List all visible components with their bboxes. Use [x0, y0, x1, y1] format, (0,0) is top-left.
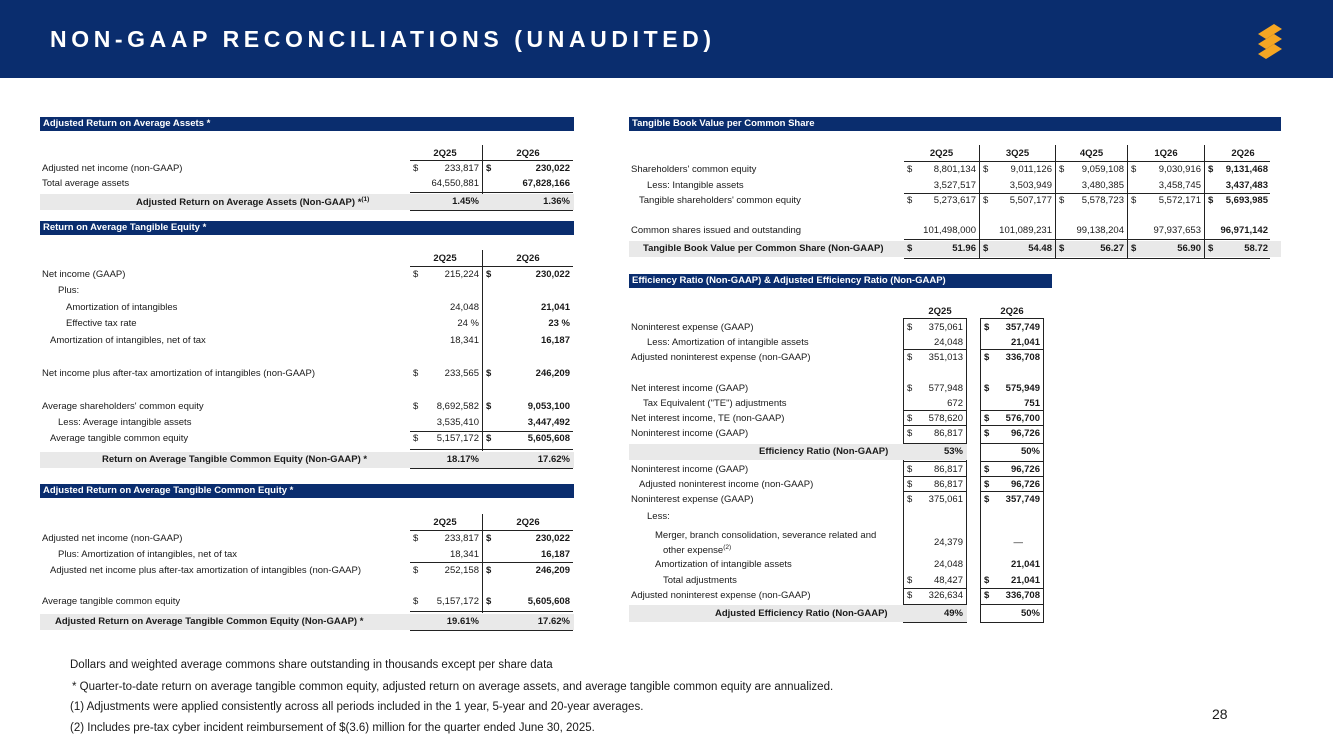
page-title: NON-GAAP RECONCILIATIONS (UNAUDITED) [50, 26, 716, 52]
tbv-table [629, 117, 1281, 262]
table-row: Net income plus after-tax amortization of intangibles (non-GAAP) $ 233,565 $ 246,209 [42, 368, 570, 379]
table-row: Less: Average intangible assets 3,535,410 3,447,492 [58, 417, 570, 428]
arote-table [40, 484, 574, 634]
table-row: Amortization of intangible assets 24,048 21,041 [655, 559, 1040, 570]
table-row: Adjusted net income (non-GAAP) $ 233,817 $ 230,022 [42, 533, 570, 544]
total-row: Adjusted Return on Average Tangible Common Equity (Non-GAAP) * 19.61% 17.62% [55, 616, 570, 627]
rote-col-2: 2Q26 [516, 253, 540, 264]
total-row: Tangible Book Value per Common Share (Non-GAAP) $ 51.96 $ 54.48 $ 56.27 $ 56.90 $ 58.72 [643, 243, 1268, 254]
rote-title: Return on Average Tangible Equity * [40, 221, 574, 235]
roaa-col-2: 2Q26 [516, 148, 540, 159]
table-row: Plus: Amortization of intangibles, net of tax 18,341 16,187 [58, 549, 570, 560]
arote-title: Adjusted Return on Average Tangible Common Equity * [40, 484, 574, 498]
table-row: Adjusted noninterest expense (non-GAAP) $ 326,634 $ 336,708 [631, 590, 1040, 601]
table-row: Average tangible common equity $ 5,157,172 $ 5,605,608 [42, 596, 570, 607]
total-row: Adjusted Return on Average Assets (Non-GAAP) *$^{(1)}$ 1.45% 1.36% [136, 196, 570, 209]
roaa-title: Adjusted Return on Average Assets * [40, 117, 574, 131]
table-row: Less: [647, 511, 670, 522]
tbv-col-3: 4Q25 [1079, 148, 1104, 159]
total-row: Efficiency Ratio (Non-GAAP) 53% 50% [759, 446, 1040, 457]
table-row: Common shares issued and outstanding 101,498,000 101,089,231 99,138,204 97,937,653 96,971,142 [631, 225, 1268, 236]
table-row: Amortization of intangibles, net of tax 18,341 16,187 [50, 335, 570, 346]
table-row: Merger, branch consolidation, severance related and other expense$^{(2)}$ 24,379 — [655, 530, 1023, 557]
tbv-title: Tangible Book Value per Common Share [629, 117, 1281, 131]
table-row: Tax Equivalent ("TE") adjustments 672 751 [643, 398, 1040, 409]
table-row: Adjusted net income (non-GAAP) $ 233,817 $ 230,022 [42, 163, 570, 174]
table-row: Net interest income, TE (non-GAAP) $ 578,620 $ 576,700 [631, 413, 1040, 424]
table-row: Amortization of intangibles 24,048 21,041 [66, 302, 570, 313]
table-row: Tangible shareholders' common equity $ 5,273,617 $ 5,507,177 $ 5,578,723 $ 5,572,171 $ 5,693,985 [639, 195, 1268, 206]
footnote: (1) Adjustments were applied consistently across all periods included in the 1 year, 5-year and 20-year averages. [70, 701, 644, 713]
table-row: Average tangible common equity $ 5,157,172 $ 5,605,608 [50, 433, 570, 444]
total-row: Adjusted Efficiency Ratio (Non-GAAP) 49% 50% [715, 608, 1040, 619]
table-row: Average shareholders' common equity $ 8,692,582 $ 9,053,100 [42, 401, 570, 412]
table-row: Noninterest income (GAAP) $ 86,817 $ 96,726 [631, 428, 1040, 439]
table-row: Noninterest expense (GAAP) $ 375,061 $ 357,749 [631, 322, 1040, 333]
eff-col-2: 2Q26 [1000, 306, 1024, 317]
table-row: Less: Intangible assets 3,527,517 3,503,949 3,480,385 3,458,745 3,437,483 [647, 180, 1268, 191]
footnote: Dollars and weighted average commons share outstanding in thousands except per share data [70, 659, 553, 671]
tbv-col-1: 2Q25 [929, 148, 954, 159]
table-row: Noninterest expense (GAAP) $ 375,061 $ 357,749 [631, 494, 1040, 505]
table-row: Shareholders' common equity $ 8,801,134 $ 9,011,126 $ 9,059,108 $ 9,030,916 $ 9,131,468 [631, 164, 1268, 175]
table-row: Net interest income (GAAP) $ 577,948 $ 575,949 [631, 383, 1040, 394]
table-row: Effective tax rate 24 % 23 % [66, 318, 570, 329]
rote-table [40, 221, 574, 471]
table-row: Total average assets 64,550,881 67,828,166 [42, 178, 570, 189]
table-row: Plus: [58, 285, 80, 296]
tbv-col-2: 3Q25 [1005, 148, 1030, 159]
page-number: 28 [1212, 706, 1228, 722]
slide-header [0, 0, 1333, 78]
brand-logo-icon [1255, 22, 1285, 60]
eff-col-1: 2Q25 [928, 306, 952, 317]
roaa-col-1: 2Q25 [433, 148, 457, 159]
table-row: Adjusted noninterest income (non-GAAP) $ 86,817 $ 96,726 [639, 479, 1040, 490]
arote-col-1: 2Q25 [433, 517, 457, 528]
roaa-table [40, 117, 574, 213]
table-row: Total adjustments $ 48,427 $ 21,041 [663, 575, 1040, 586]
table-row: Noninterest income (GAAP) $ 86,817 $ 96,726 [631, 464, 1040, 475]
eff-title: Efficiency Ratio (Non-GAAP) & Adjusted Efficiency Ratio (Non-GAAP) [629, 274, 1052, 288]
total-row: Return on Average Tangible Common Equity (Non-GAAP) * 18.17% 17.62% [102, 454, 570, 465]
tbv-col-4: 1Q26 [1154, 148, 1178, 159]
tbv-col-5: 2Q26 [1231, 148, 1255, 159]
footnote: * Quarter-to-date return on average tangible common equity, adjusted return on average assets, and average tangible common equity are annualized. [72, 681, 834, 693]
footnote: (2) Includes pre-tax cyber incident reimbursement of $(3.6) million for the quarter ended June 30, 2025. [70, 722, 595, 734]
table-row: Adjusted noninterest expense (non-GAAP) $ 351,013 $ 336,708 [631, 352, 1040, 363]
table-row: Net income (GAAP) $ 215,224 $ 230,022 [42, 269, 570, 280]
rote-col-1: 2Q25 [433, 253, 457, 264]
table-row: Less: Amortization of intangible assets 24,048 21,041 [647, 337, 1040, 348]
table-row: Adjusted net income plus after-tax amortization of intangibles (non-GAAP) $ 252,158 $ 246,209 [50, 565, 570, 576]
arote-col-2: 2Q26 [516, 517, 540, 528]
